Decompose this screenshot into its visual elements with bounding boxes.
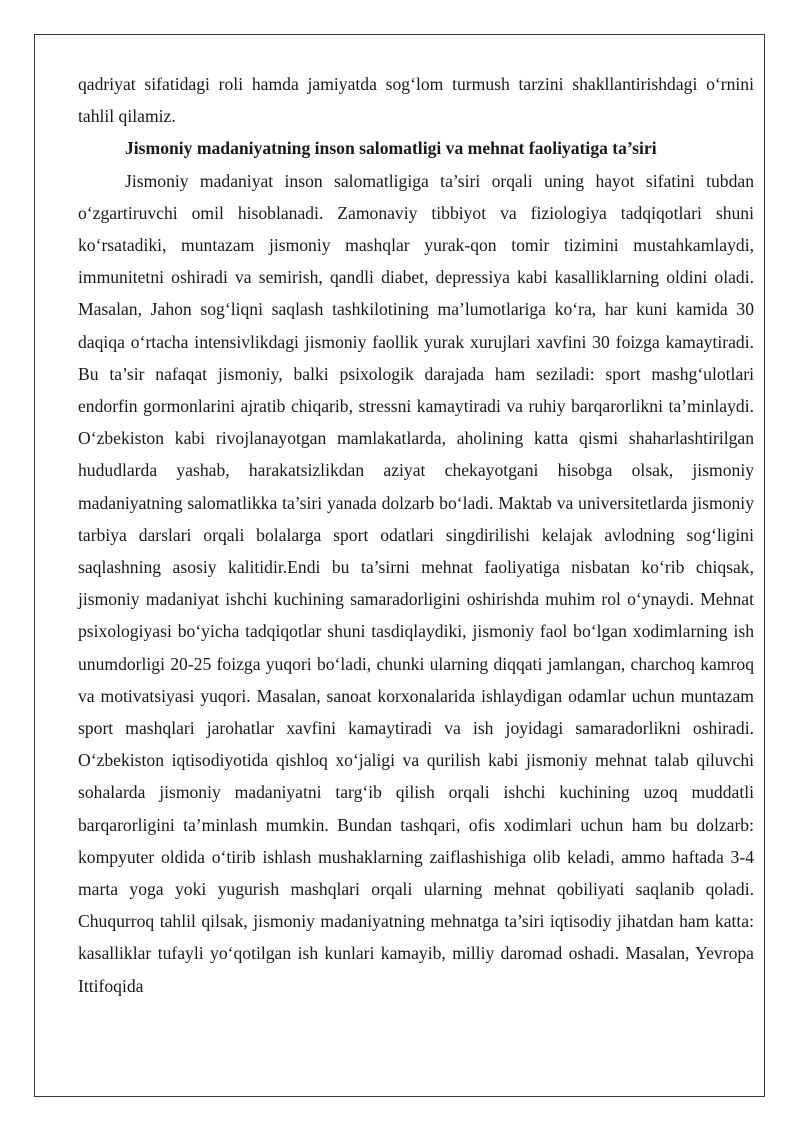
- body-paragraph: Jismoniy madaniyat inson salomatligiga ta’siri orqali uning hayot sifatini tubdan o‘zgartiruvchi omil hisoblanadi. Zamonaviy tibbiyot va fiziologiya tadqiqotlari shuni ko‘rsatadiki, muntazam jismoniy mashqlar yurak-qon tomir tizimini mustahkamlaydi, immunitetni oshiradi va semirish, qandli diabet, depressiya kabi kasalliklarning oldini oladi. Masalan, Jahon sog‘liqni saqlash tashkilotining ma’lumotlariga ko‘ra, har kuni kamida 30 daqiqa o‘rtacha intensivlikdagi jismoniy faollik yurak xurujlari xavfini 30 foizga kamaytiradi. Bu ta’sir nafaqat jismoniy, balki psixologik darajada ham seziladi: sport mashg‘ulotlari endorfin gormonlarini ajratib chiqarib, stressni kamaytiradi va ruhiy barqarorlikni ta’minlaydi. O‘zbekiston kabi rivojlanayotgan mamlakatlarda, aholining katta qismi shaharlashtirilgan hududlarda yashab, harakatsizlikdan aziyat chekayotgani hisobga olsak, jismoniy madaniyatning salomatlikka ta’siri yanada dolzarb bo‘ladi. Maktab va universitetlarda jismoniy tarbiya darslari orqali bolalarga sport odatlari singdirilishi kelajak avlodning sog‘ligini saqlashning asosiy kalitidir.Endi bu ta’sirni mehnat faoliyatiga nisbatan ko‘rib chiqsak, jismoniy madaniyat ishchi kuchining samaradorligini oshirishda muhim rol o‘ynaydi. Mehnat psixologiyasi bo‘yicha tadqiqotlar shuni tasdiqlaydiki, jismoniy faol bo‘lgan xodimlarning ish unumdorligi 20-25 foizga yuqori bo‘ladi, chunki ularning diqqati jamlangan, charchoq kamroq va motivatsiyasi yuqori. Masalan, sanoat korxonalarida ishlaydigan odamlar uchun muntazam sport mashqlari jarohatlar xavfini kamaytiradi va ish joyidagi samaradorlikni oshiradi. O‘zbekiston iqtisodiyotida qishloq xo‘jaligi va qurilish kabi jismoniy mehnat talab qiluvchi sohalarda jismoniy madaniyatni targ‘ib qilish orqali ishchi kuchining uzoq muddatli barqarorligini ta’minlash mumkin. Bundan tashqari, ofis xodimlari uchun ham bu dolzarb: kompyuter oldida o‘tirib ishlash mushaklarning zaiflashishiga olib keladi, ammo haftada 3-4 marta yoga yoki yugurish mashqlari orqali ularning mehnat qobiliyati saqlanib qoladi. Chuqurroq tahlil qilsak, jismoniy madaniyatning mehnatga ta’siri iqtisodiy jihatdan ham katta: kasalliklar tufayli yo‘qotilgan ish kunlari kamayib, milliy daromad oshadi. Masalan, Yevropa Ittifoqida: [78, 170, 754, 996]
- section-heading: Jismoniy madaniyatning inson salomatligi va mehnat faoliyatiga ta’siri: [125, 138, 657, 159]
- intro-paragraph: qadriyat sifatidagi roli hamda jamiyatda sog‘lom turmush tarzini shakllantirishdagi o‘rnini tahlil qilamiz.: [78, 74, 754, 127]
- document-body: [78, 68, 754, 1002]
